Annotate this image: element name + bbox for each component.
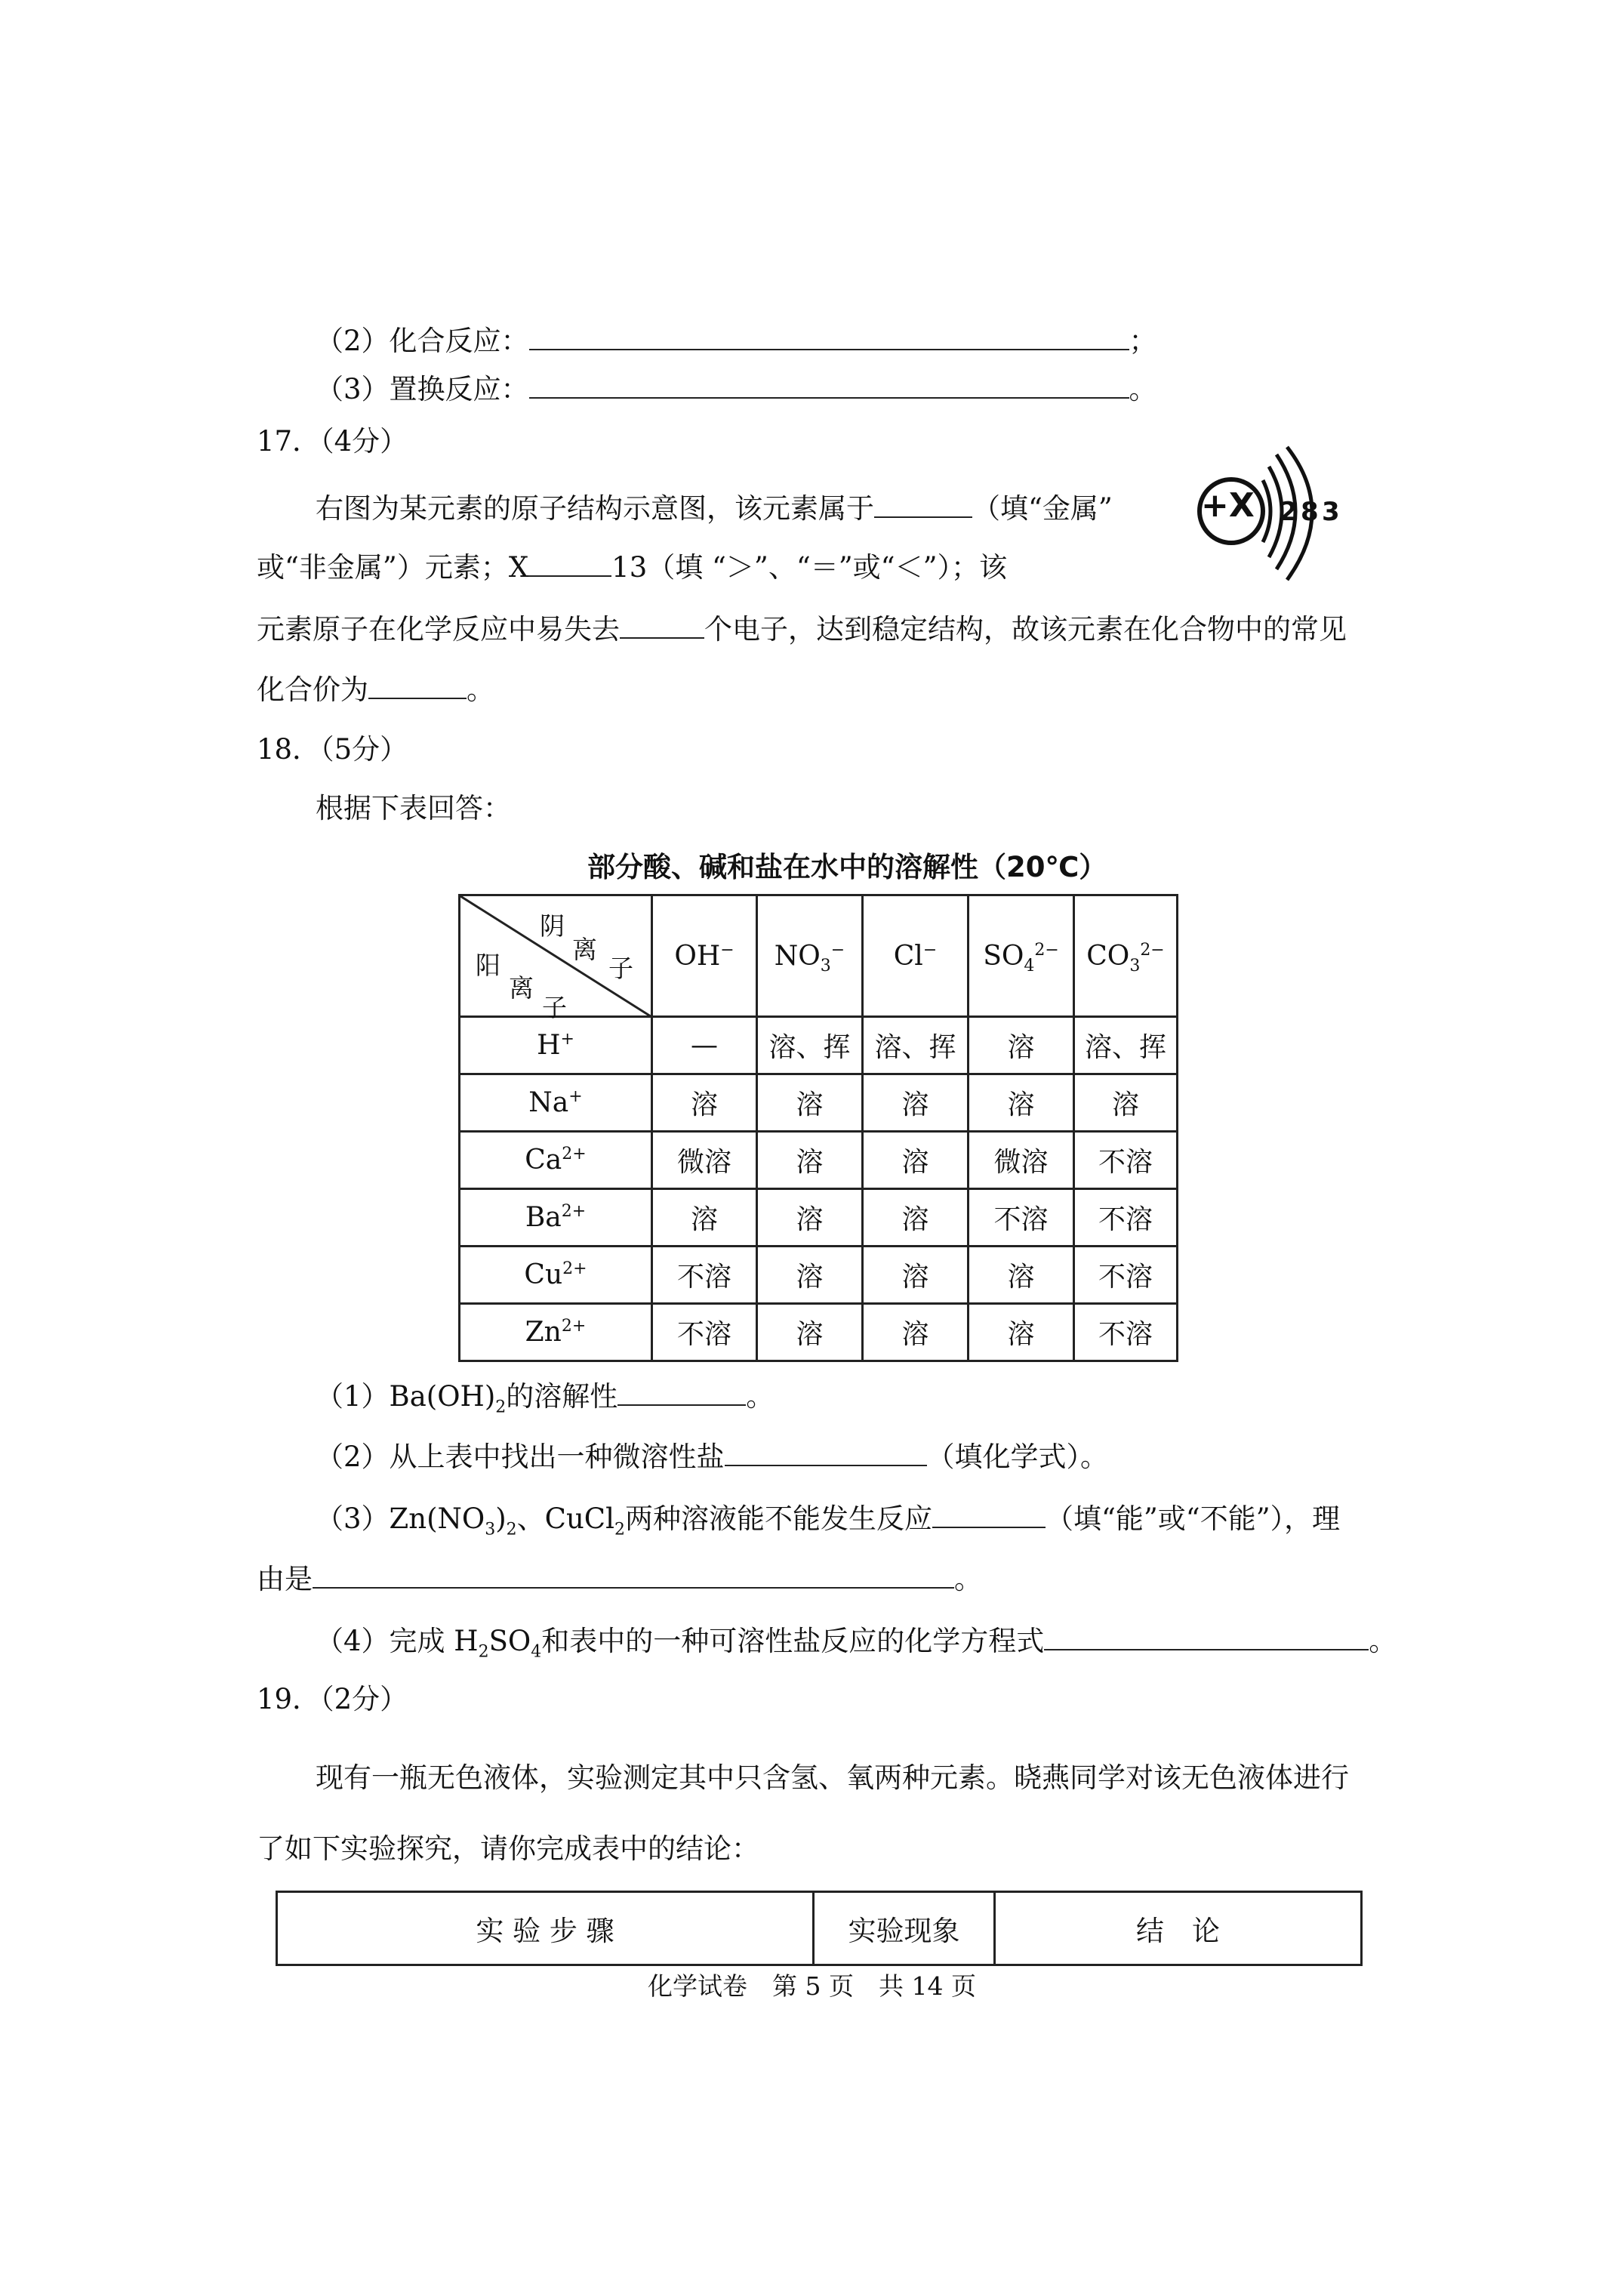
corner-cell — [460, 895, 652, 1022]
q18-sub2: （2）从上表中找出一种微溶性盐 （填化学式）。 — [316, 1441, 1109, 1473]
table-row-na — [460, 1074, 1178, 1132]
table-row-ca — [460, 1132, 1178, 1189]
shell-1-count: 2 — [1280, 497, 1298, 527]
anion-header-oh: OH− — [652, 895, 757, 1017]
q17-line3: 元素原子在化学反应中易失去 个电子，达到稳定结构，故该元素在化合物中的常见 — [257, 613, 1347, 646]
q17-line2: 或“非金属”）元素；X 13（填 “＞”、“＝”或“＜”）；该 — [257, 551, 1008, 584]
cation-cell: Na+ — [460, 1074, 652, 1132]
anion-char-3: 子 — [608, 954, 633, 983]
table-cell: 溶 — [863, 1074, 969, 1132]
table-title: 部分酸、碱和盐在水中的溶解性（20℃） — [587, 851, 1107, 883]
q19-header: 19．（2分） — [257, 1683, 408, 1715]
answer-blank[interactable] — [368, 672, 467, 699]
anion-char-1: 阴 — [540, 911, 565, 941]
q18-sub1: $(1)Ba(OH)_2$的溶解性 。 — [316, 1380, 775, 1417]
table-header-row — [460, 895, 1178, 1017]
q18-header: 18．（5分） — [257, 733, 408, 766]
cation-cell: $Zn^{2+}$ — [460, 1304, 652, 1361]
q17-header: 17．（4分） — [257, 425, 408, 458]
anion-header-cl: Cl− — [863, 895, 969, 1017]
table-cell: 溶 — [863, 1247, 969, 1304]
table-cell: 不溶 — [1074, 1189, 1178, 1247]
table-cell: 溶 — [652, 1074, 757, 1132]
solubility-table — [458, 894, 1178, 1362]
q18-sub4: （4）完成 $H_2SO_4$和表中的一种可溶性盐反应的化学方程式 。 — [316, 1625, 1397, 1662]
shell-2-count: 8 — [1301, 497, 1319, 527]
table-row-h — [460, 1017, 1178, 1074]
answer-blank[interactable] — [1044, 1623, 1369, 1650]
table-cell: 溶、挥 — [863, 1017, 969, 1074]
table-cell: 溶 — [969, 1074, 1074, 1132]
table-cell: 溶 — [863, 1304, 969, 1361]
table-cell: 不溶 — [969, 1189, 1074, 1247]
q18-intro: 根据下表回答： — [316, 792, 511, 824]
table-cell: 微溶 — [969, 1132, 1074, 1189]
table-cell: 不溶 — [652, 1247, 757, 1304]
table-row-ba — [460, 1189, 1178, 1247]
q17-line1: 右图为某元素的原子结构示意图，该元素属于 （填“金属” — [316, 492, 1113, 525]
table-cell: 不溶 — [1074, 1304, 1178, 1361]
q18-sub3: $(3)Zn(NO_3)_2$、CuCl$_2$两种溶液能不能发生反应 （填“能”或“不能”），理 — [316, 1502, 1341, 1539]
q18-sub3-reason: 由是 。 — [257, 1563, 982, 1595]
table-cell: 溶 — [757, 1074, 863, 1132]
table-cell: 溶 — [969, 1017, 1074, 1074]
table-cell: 溶 — [757, 1304, 863, 1361]
cation-cell: $Ba^{2+}$ — [460, 1189, 652, 1247]
cation-cell: $Ca^{2+}$ — [460, 1132, 652, 1189]
table-cell: 溶 — [757, 1189, 863, 1247]
table-cell: 不溶 — [1074, 1132, 1178, 1189]
table-row-cu — [460, 1247, 1178, 1304]
anion-header-no3: $NO_3^-$ — [757, 895, 863, 1017]
answer-blank[interactable] — [528, 550, 611, 577]
table-row-zn — [460, 1304, 1178, 1361]
experiment-table-header — [277, 1892, 1362, 1965]
table-cell: 溶 — [863, 1189, 969, 1247]
col-steps: 实 验 步 骤 — [277, 1892, 814, 1965]
anion-header-so4: $SO_4^{2-}$ — [969, 895, 1074, 1017]
table-cell: 溶 — [863, 1132, 969, 1189]
table-cell: 溶 — [969, 1304, 1074, 1361]
cation-char-2: 离 — [509, 973, 534, 1003]
experiment-table — [276, 1891, 1363, 1966]
table-cell: 溶 — [757, 1132, 863, 1189]
table-cell: 溶 — [969, 1247, 1074, 1304]
table-cell: 溶、挥 — [757, 1017, 863, 1074]
q19-line1: 现有一瓶无色液体，实验测定其中只含氢、氧两种元素。晓燕同学对该无色液体进行 — [316, 1761, 1349, 1794]
cation-cell: H+ — [460, 1017, 652, 1074]
q17-line4: 化合价为 。 — [257, 673, 494, 706]
table-cell: — — [652, 1017, 757, 1074]
atom-structure-diagram — [1189, 444, 1370, 587]
table-cell: 微溶 — [652, 1132, 757, 1189]
answer-blank[interactable] — [313, 1561, 954, 1589]
answer-blank[interactable] — [932, 1501, 1046, 1528]
answer-blank[interactable] — [620, 612, 704, 639]
nucleus-label: +X — [1201, 486, 1255, 525]
answer-blank[interactable] — [529, 323, 1129, 350]
table-cell: 不溶 — [1074, 1247, 1178, 1304]
anion-char-2: 离 — [572, 935, 597, 964]
col-conclusion: 结 论 — [995, 1892, 1362, 1965]
cation-char-1: 阳 — [476, 951, 500, 980]
cation-char-3: 子 — [542, 993, 567, 1022]
answer-blank[interactable] — [874, 491, 972, 518]
answer-blank[interactable] — [617, 1379, 746, 1406]
cation-cell: $Cu^{2+}$ — [460, 1247, 652, 1304]
answer-blank[interactable] — [725, 1439, 927, 1466]
table-cell: 溶 — [757, 1247, 863, 1304]
q16-item2: （2）化合反应： ； — [316, 325, 1157, 357]
table-cell: 溶 — [652, 1189, 757, 1247]
anion-header-co3: $CO_3^{2-}$ — [1074, 895, 1178, 1017]
table-cell: 溶 — [1074, 1074, 1178, 1132]
table-cell: 溶、挥 — [1074, 1017, 1178, 1074]
q19-line2: 了如下实验探究，请你完成表中的结论： — [257, 1832, 759, 1865]
col-phenomenon: 实验现象 — [814, 1892, 995, 1965]
page-footer: 化学试卷 第 5 页 共 14 页 — [648, 1971, 976, 2001]
answer-blank[interactable] — [529, 371, 1129, 399]
table-cell: 不溶 — [652, 1304, 757, 1361]
shell-3-count: 3 — [1322, 497, 1340, 527]
q16-item3: （3）置换反应： 。 — [316, 373, 1157, 405]
